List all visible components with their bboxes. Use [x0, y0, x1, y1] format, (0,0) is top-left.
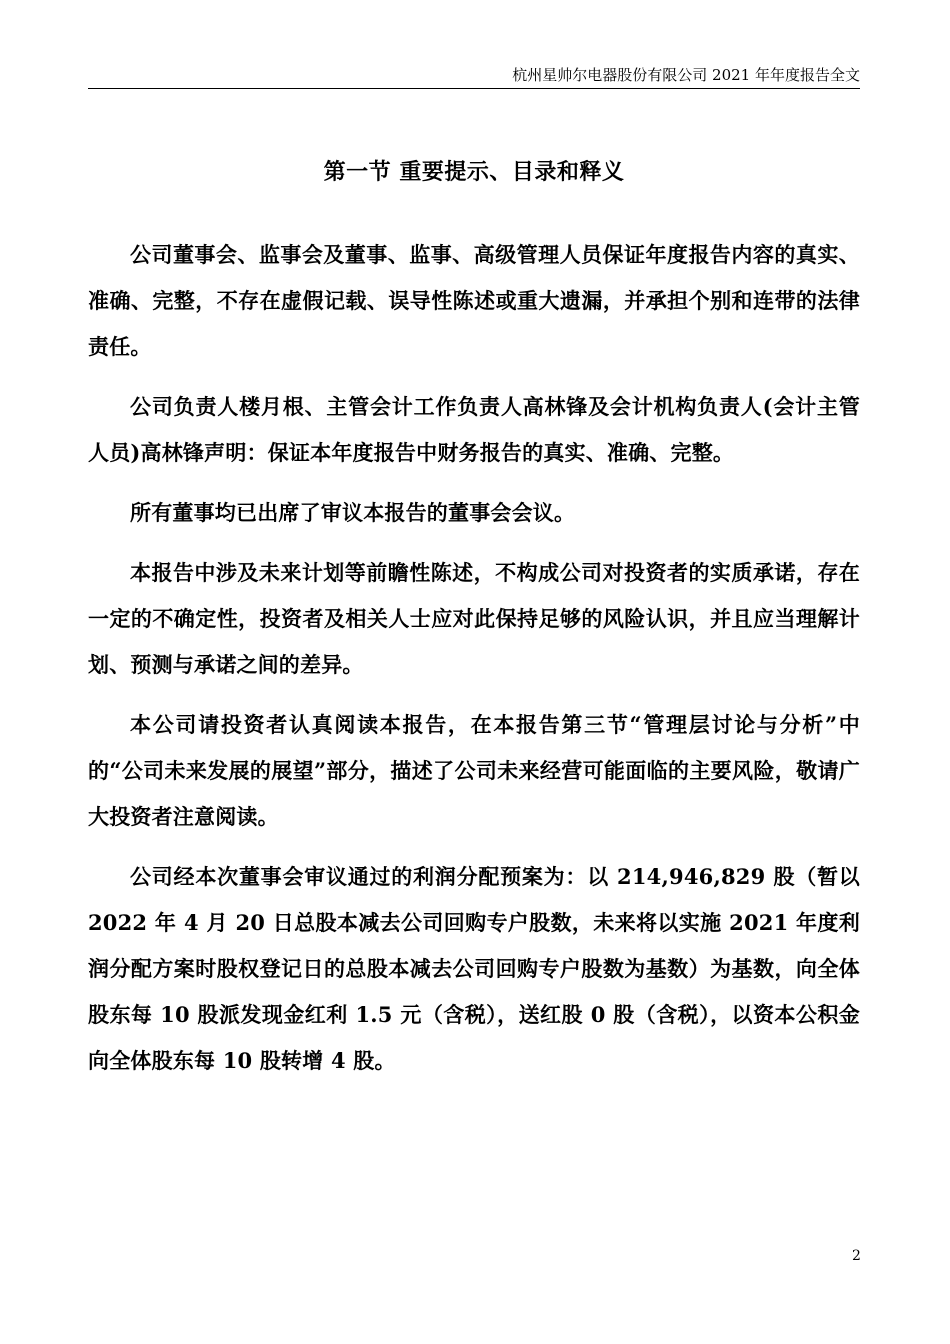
paragraph-board-guarantee: 公司董事会、监事会及董事、监事、高级管理人员保证年度报告内容的真实、准确、完整，不存在虚假记载、误导性陈述或重大遗漏，并承担个别和连带的法律责任。 [88, 242, 860, 359]
paragraph-profit-distribution: 公司经本次董事会审议通过的利润分配预案为：以 214,946,829 股（暂以 2022 年 4 月 20 日总股本减去公司回购专户股数，未来将以实施 2021 年度利润分配方案时股权登记日的总股本减去公司回购专户股数为基数）为基数，向全体股东每 10 股派发现金红利 1.5 元（含税），送红股 0 股（含税），以资本公积金向全体股东每 10 股转增 4 股。 [88, 864, 860, 1073]
page-number: 2 [852, 1248, 861, 1264]
section-title: 第一节 重要提示、目录和释义 [323, 159, 625, 185]
paragraph-risk-notice: 本公司请投资者认真阅读本报告，在本报告第三节“管理层讨论与分析”中的“公司未来发展的展望”部分，描述了公司未来经营可能面临的主要风险，敬请广大投资者注意阅读。 [88, 712, 860, 829]
paragraph-directors-attendance: 所有董事均已出席了审议本报告的董事会会议。 [130, 500, 576, 525]
paragraph-responsible-persons: 公司负责人楼月根、主管会计工作负责人高林锋及会计机构负责人(会计主管人员)高林锋声明：保证本年度报告中财务报告的真实、准确、完整。 [88, 394, 860, 465]
paragraph-forward-looking: 本报告中涉及未来计划等前瞻性陈述，不构成公司对投资者的实质承诺，存在一定的不确定性，投资者及相关人士应对此保持足够的风险认识，并且应当理解计划、预测与承诺之间的差异。 [88, 560, 860, 677]
report-header-title: 杭州星帅尔电器股份有限公司 2021 年年度报告全文 [512, 66, 860, 84]
document-body [88, 232, 860, 1098]
page-header [88, 58, 860, 89]
